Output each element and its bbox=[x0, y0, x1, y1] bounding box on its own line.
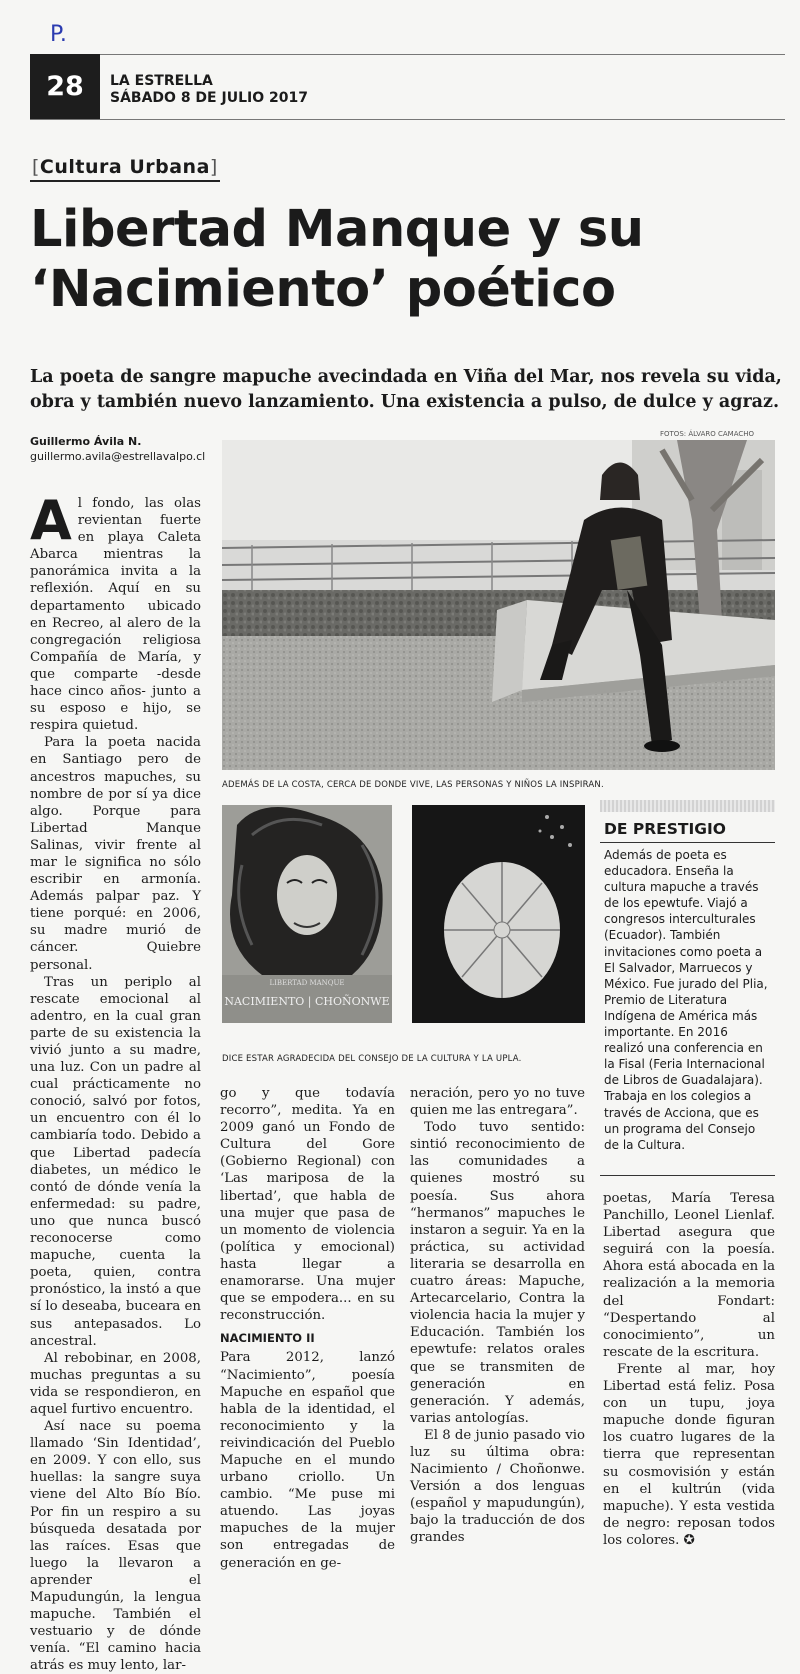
paragraph: Tras un periplo al rescate emocional al adentro, en la cual gran parte de su existencia la vivió junto a su madre, una luz. Con un padre al cual prácticamente no conoció, salvó por fotos, un encuentro con él lo cambiaría todo. Debido a que Libertad padecía diabetes, un médico le contó de dónde venía la enfermedad: su padre, uno que nunca buscó reconocerse como mapuche, cuenta la poeta, quien, contra pronóstico, la instó a que sí lo deseaba, bucearа en sus antepasados. Lo ancestral. bbox=[30, 974, 201, 1349]
paragraph: poetas, María Teresa Panchillo, Leonel Lienlaf. Libertad asegura que seguirá con la poesía. Ahora está abocada en la realización a la memoria del Fondart: “Despertando al conocimiento”, un rescate de la escritura. bbox=[603, 1191, 775, 1360]
article-headline bbox=[30, 200, 770, 320]
book-cover-illustration bbox=[222, 805, 392, 1023]
poet-seated-photo bbox=[222, 440, 775, 770]
paragraph: El 8 de junio pasado vio luz su última obra: Nacimiento / Choñonwe. Versión a dos lenguas (español y mapudungún), bajo la traducción de dos grandes bbox=[410, 1427, 585, 1546]
paragraph: Para la poeta nacida en Santiago pero de ancestros mapuches, su nombre de por sí ya dice algo. Porque para Libertad Manque Salinas, vivir frente al mar le significa no sólo escribir en armonía. Además palpar paz. Y tiene porqué: en 2006, su madre murió de cáncer. Quiebre personal. bbox=[30, 735, 201, 973]
paragraph: go y que todavía recorro”, medita. Ya en 2009 ganó un Fondo de Cultura del Gore (Gobierno Regional) con ‘Las mariposa de la libertad’, que habla de una mujer que pasa de un momento de violencia (política y emocional) hasta llegar a enamorarse. Una mujer que se empodera... en su reconstrucción. bbox=[220, 1086, 395, 1324]
paragraph: Así nace su poema llamado ‘Sin Identidad’, en 2009. Y con ello, sus huellas: la sangre suya viene del Alto Bío Bío. Por fin un respiro a su búsqueda desatada por las raíces. Esas que luego la llevaron a aprender el Mapudungún, la lengua mapuche. También el vestuario y de dónde venía. “El camino hacia atrás es muy lento, lar- bbox=[30, 1419, 201, 1674]
book-cover-back bbox=[412, 805, 585, 1023]
drop-cap: A bbox=[30, 489, 72, 552]
section-label: [Cultura Urbana] bbox=[30, 156, 220, 182]
paper-name: LA ESTRELLA bbox=[110, 73, 213, 89]
paragraph: Todo tuvo sentido: sintió reconocimiento de las comunidades a quienes mostró su poesía. Sus ahora “hermanos” mapuches le instaron a seguir. Ya en la práctica, su actividad literaria se desarrolla en cuatro áreas: Mapuche, Artecarcelario, Contra la violencia hacia la mujer y Educación. También los epewtufe: relatos orales que se transmiten de generación en generación. Y además, varias antologías. bbox=[410, 1120, 585, 1426]
main-photo bbox=[222, 440, 775, 770]
book-cover-author: LIBERTAD MANQUE bbox=[269, 979, 345, 987]
headline-line-2: ‘Nacimiento’ poético bbox=[30, 260, 616, 319]
author-email: guillermo.avila@estrellavalpo.cl bbox=[30, 450, 206, 463]
section-label-text: Cultura Urbana bbox=[39, 156, 210, 178]
body-column-1 bbox=[30, 489, 201, 1674]
article-lede: La poeta de sangre mapuche avecindada en Viña del Mar, nos revela su vida, obra y también nuevo lanzamiento. Una existencia a pulso, de dulce y agraz. bbox=[30, 367, 782, 412]
book-cover-front bbox=[222, 805, 392, 1023]
paragraph: Para 2012, lanzó “Nacimiento”, poesía Mapuche en español que habla de la identidad, el reconocimiento y la reivindicación del Pueblo Mapuche en el mundo urbano criollo. Un cambio. “Me puse mi atuendo. Las joyas mapuches de la mujer son entregadas de generación en ge- bbox=[220, 1350, 395, 1571]
kultrun-illustration bbox=[412, 805, 585, 1023]
main-photo-caption: ADEMÁS DE LA COSTA, CERCA DE DONDE VIVE, LAS PERSONAS Y NIÑOS LA INSPIRAN. bbox=[222, 780, 604, 790]
paragraph: neración, pero yo no tuve quien me las entregara”. bbox=[410, 1086, 585, 1119]
header-top-rule bbox=[30, 54, 785, 55]
author-name: Guillermo Ávila N. bbox=[30, 435, 142, 448]
books-caption: DICE ESTAR AGRADECIDA DEL CONSEJO DE LA CULTURA Y LA UPLA. bbox=[222, 1054, 522, 1064]
paragraph: Frente al mar, hoy Libertad está feliz. Posa con un tupu, joya mapuche donde figuran los cuatro lugares de la tierra que representan su cosmovisión y están en el kultrún (vida mapuche). Y esta vestida de negro: reposan todos los colores. ✪ bbox=[603, 1361, 775, 1548]
sidebar-body: Además de poeta es educadora. Enseña la cultura mapuche a través de los epewtufe. Viajó a congresos interculturales (Ecuador). También invitaciones como poeta a El Salvador, Marruecos y México. Fue jurado del Plia, Premio de Literatura Indígena de América más importante. En 2016 realizó una conferencia en la Fisal (Feria Internacional de Libros de Guadalajara). Trabaja en los colegios a través de Acciona, que es un programa del Consejo de la Cultura. bbox=[604, 848, 768, 1152]
body-column-4 bbox=[603, 1190, 775, 1549]
subheading: NACIMIENTO II bbox=[220, 1331, 315, 1346]
sidebar-bottom-rule bbox=[600, 1175, 775, 1176]
issue-date: SÁBADO 8 DE JULIO 2017 bbox=[110, 90, 308, 106]
masthead bbox=[110, 73, 308, 107]
sidebar-title: DE PRESTIGIO bbox=[604, 820, 726, 838]
body-column-3 bbox=[410, 1085, 585, 1547]
page-number: 28 bbox=[30, 54, 100, 119]
headline-line-1: Libertad Manque y su bbox=[30, 200, 644, 259]
sidebar-band bbox=[600, 800, 775, 812]
book-cover-title: NACIMIENTO | CHOÑONWE bbox=[224, 995, 390, 1008]
byline bbox=[30, 434, 205, 464]
paragraph: Al fondo, las olas revientan fuerte en playa Caleta Abarca mientras la panorámica invita a la reflexión. Aquí en su departamento ubicado en Recreo, al alero de la congregación religiosa Compañía de María, y que comparte -desde hace cinco años- junto a su esposo e hijo, se respira quietud. bbox=[30, 489, 201, 734]
header-bottom-rule bbox=[30, 119, 785, 120]
handwritten-mark: P. bbox=[50, 22, 67, 47]
paragraph: Al rebobinar, en 2008, muchas preguntas a su vida se respondieron, en aquel furtivo encuentro. bbox=[30, 1350, 201, 1417]
body-column-2 bbox=[220, 1085, 395, 1572]
sidebar-box bbox=[600, 800, 775, 1153]
photo-credit: FOTOS: ÁLVARO CAMACHO bbox=[660, 430, 755, 438]
